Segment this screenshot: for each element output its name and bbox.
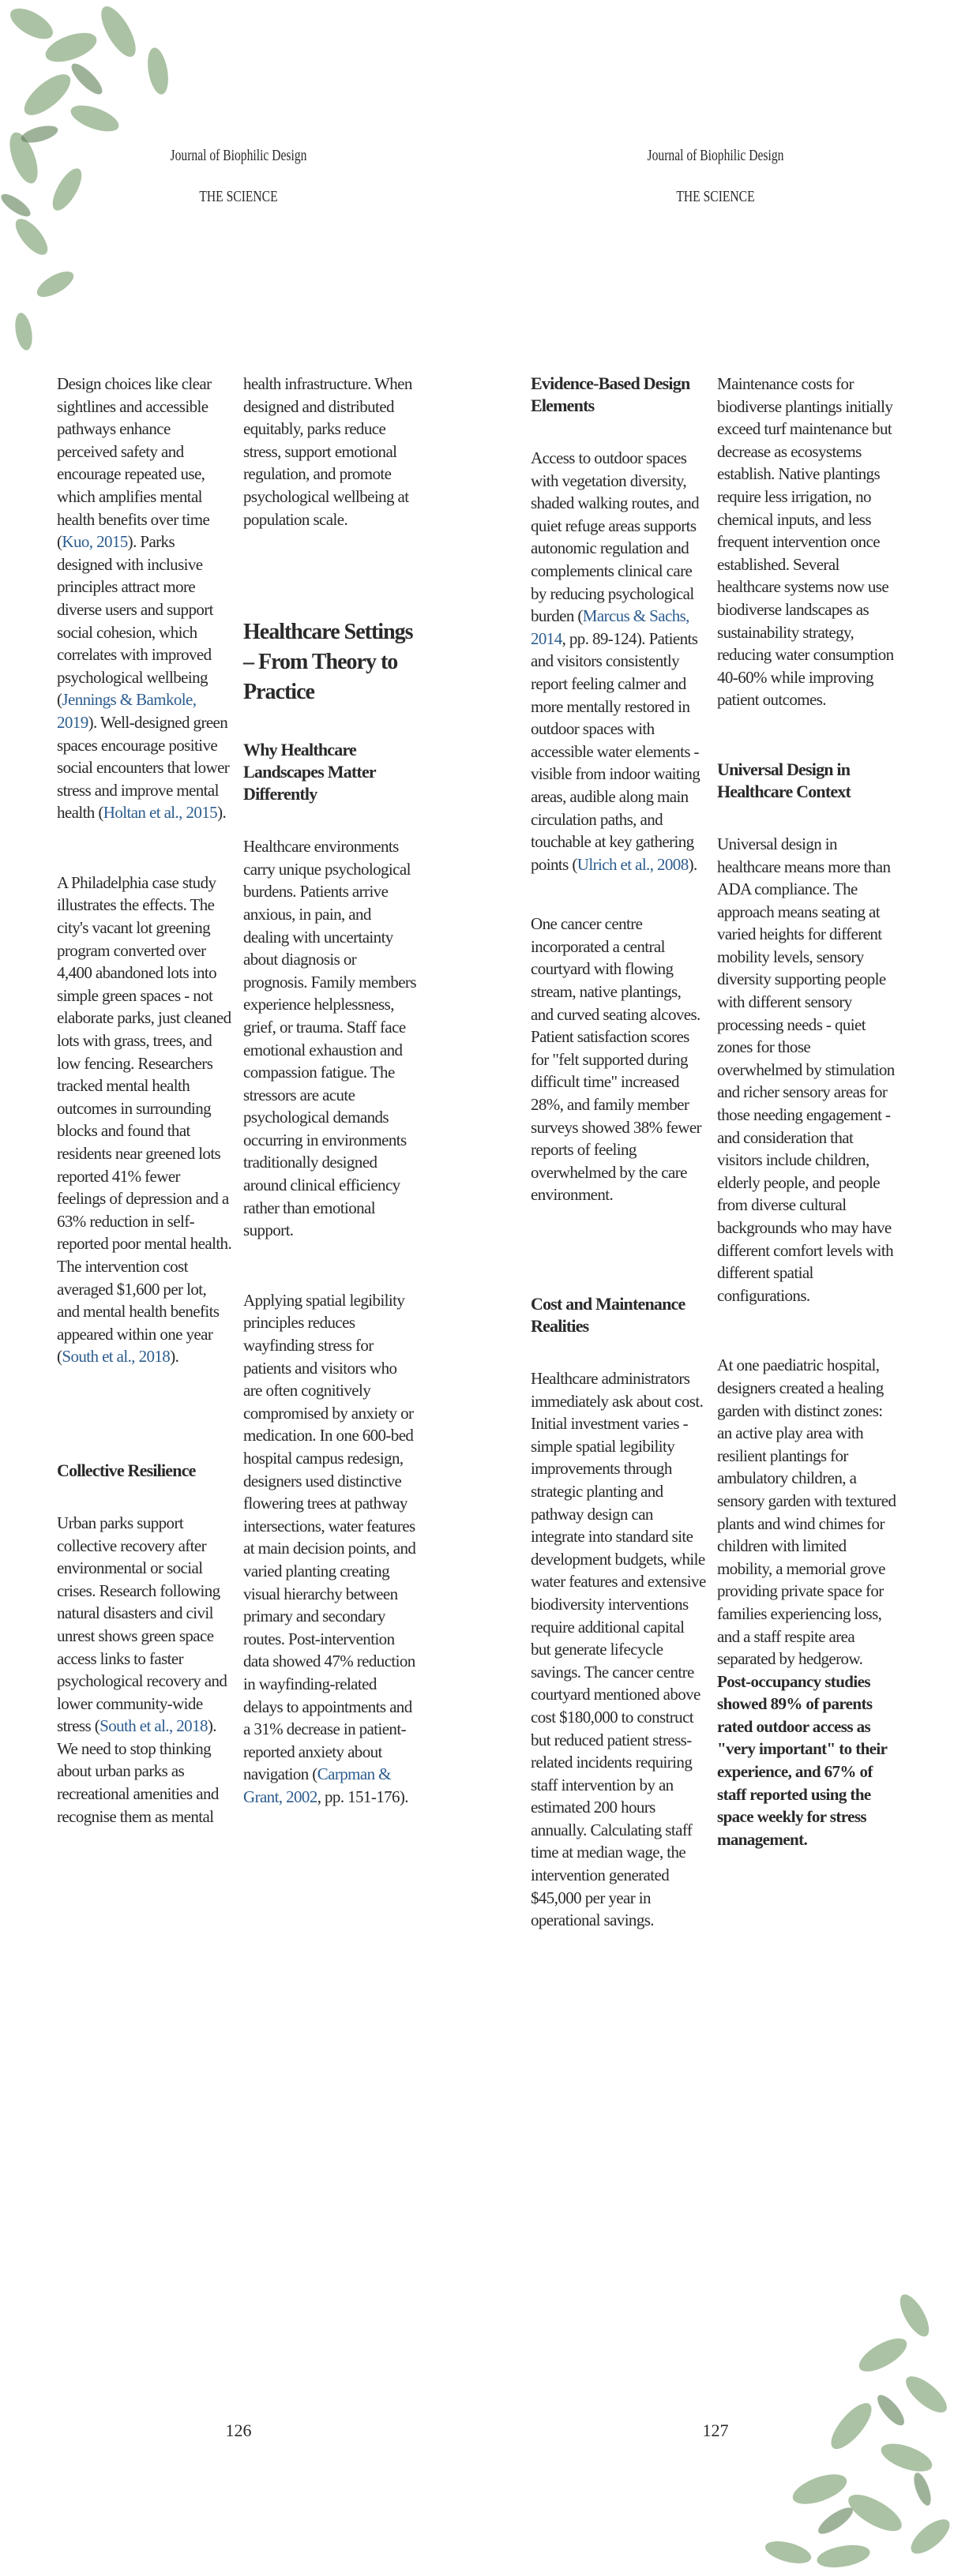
paragraph: Design choices like clear sightlines and accessible pathways enhance perceived safety and encourage repeated use, which amplifies mental health benefits over time (Kuo, 2015). Parks designed with inclusive principles attract more diverse users and support social cohesion, which correlates with improved psychological wellbeing (Jennings & Bamkole, 2019). Well-designed green spaces encourage positive social encounters that lower stress and improve mental health (Holtan et al., 2015). <box>57 374 230 823</box>
page-number: 127 <box>702 2420 729 2440</box>
running-head <box>529 145 901 207</box>
paragraph: Access to outdoor spaces with vegetation diversity, shaded walking routes, and quiet refuge areas supports autonomic regulation and complements clinical care by reducing psychological burden (Marcus & Sachs, 2014, pp. 89-124). Patients and visitors consistently report feeling calmer and more mentally restored in outdoor spaces with accessible water elements - visible from indoor waiting areas, audible along main circulation paths, and touchable at key gathering points (Ulrich et al., 2008). <box>531 448 700 874</box>
section-heading: Cost and Maintenance Realities <box>531 1294 685 1336</box>
column-1 <box>57 373 232 1865</box>
column-2 <box>243 373 419 1846</box>
citation-link[interactable]: South et al., 2018 <box>100 1716 208 1736</box>
citation-link[interactable]: Jennings & Bamkole, 2019 <box>57 690 197 732</box>
citation-link[interactable]: Kuo, 2015 <box>62 532 128 552</box>
citation-link[interactable]: Carpman & Grant, 2002 <box>243 1764 391 1806</box>
paragraph: Applying spatial legibility principles reduces wayfinding stress for patients and visitors who are often cognitively compromised by anxiety or medication. In one 600-bed hospital campus redesign, designers used distinctive flowering trees at pathway intersections, water features at main decision points, and varied planting creating visual hierarchy between primary and secondary routes. Post-intervention data showed 47% reduction in wayfinding-related delays to appointments and a 31% decrease in patient-reported anxiety about navigation (Carpman & Grant, 2002, pp. 151-176). <box>243 1290 416 1806</box>
paragraph: Universal design in healthcare means more than ADA compliance. The approach means seating at varied heights for different mobility levels, sensory diversity supporting people with different sensory processing needs - quiet zones for those overwhelmed by stimulation and richer sensory areas for those needing engagement - and consideration that visitors include children, elderly people, and people from diverse cultural backgrounds who may have different comfort levels with different spatial configurations. <box>717 834 895 1305</box>
paragraph: At one paediatric hospital, designers created a healing garden with distinct zones: an active play area with resilient plantings for ambulatory children, a sensory garden with textured plants and wind chimes for children with limited mobility, a memorial grove providing private space for families experiencing loss, and a staff respite area separated by hedgerow. Post-occupancy studies showed 89% of parents rated outdoor access as "very important" to their experience, and 67% of staff reported using the space weekly for stress management. <box>717 1355 896 1849</box>
column-2 <box>717 373 897 1888</box>
column-1 <box>531 373 706 1969</box>
right-page <box>477 0 954 2576</box>
paragraph: Healthcare environments carry unique psychological burdens. Patients arrive anxious, in pain, and dealing with uncertainty about diagnosis or prognosis. Family members experience helplessness, grief, or trauma. Staff face emotional exhaustion and compassion fatigue. The stressors are acute psychological demands occurring in environments traditionally designed around clinical efficiency rather than emotional support. <box>243 837 416 1240</box>
paragraph: A Philadelphia case study illustrates the effects. The city's vacant lot greening program converted over 4,400 abandoned lots into simple green spaces - not elaborate parks, just cleaned lots with grass, trees, and low fencing. Researchers tracked mental health outcomes in surrounding blocks and found that residents near greened lots reported 41% fewer feelings of depression and a 63% reduction in self-reported poor mental health. The intervention cost averaged $1,600 per lot, and mental health benefits appeared within one year (South et al., 2018). <box>57 872 232 1367</box>
citation-link[interactable]: Holtan et al., 2015 <box>103 803 218 823</box>
paragraph: Urban parks support collective recovery after environmental or social crises. Research following natural disasters and civil unrest shows green space access links to faster psychological recovery and lower community-wide stress (South et al., 2018). We need to stop thinking about urban parks as recreational amenities and recognise them as mental <box>57 1513 227 1826</box>
section-heading: Healthcare Settings – From Theory to Practice <box>243 620 413 705</box>
paragraph: health infrastructure. When designed and distributed equitably, parks reduce stress, support emotional regulation, and promote psychological wellbeing at population scale. <box>243 374 412 529</box>
citation-link[interactable]: Ulrich et al., 2008 <box>577 854 689 874</box>
paragraph: One cancer centre incorporated a central courtyard with flowing stream, native plantings, and curved seating alcoves. Patient satisfaction scores for "felt supported during difficult time" increased 28%, and family member surveys showed 38% fewer reports of feeling overwhelmed by the care environment. <box>531 914 701 1205</box>
running-head <box>52 145 424 207</box>
section-heading: Evidence-Based Design Elements <box>531 373 690 415</box>
citation-link[interactable]: South et al., 2018 <box>62 1347 171 1367</box>
highlight-finding: Post-occupancy studies showed 89% of parents rated outdoor access as "very important" to their experience, and 67% of staff reported using the space weekly for stress management. <box>717 1671 887 1849</box>
citation-link[interactable]: Marcus & Sachs, 2014 <box>531 606 689 648</box>
journal-title: Journal of Biophilic Design <box>647 147 784 164</box>
subsection-heading: Why Healthcare Landscapes Matter Differently <box>243 740 376 804</box>
section-heading: Collective Resilience <box>57 1460 196 1480</box>
paragraph: Maintenance costs for biodiverse plantings initially exceed turf maintenance but decrease as ecosystems establish. Native plantings require less irrigation, no chemical inputs, and less frequent intervention once established. Several healthcare systems now use biodiverse landscapes as sustainability strategy, reducing water consumption 40-60% while improving patient outcomes. <box>717 374 894 710</box>
paragraph: Healthcare administrators immediately ask about cost. Initial investment varies - simple spatial legibility improvements through strategic planting and pathway design can integrate into standard site development budgets, while water features and extensive biodiversity interventions require additional capital but generate lifecycle savings. The cancer centre courtyard mentioned above cost $180,000 to construct but reduced patient stress-related incidents requiring staff intervention by an estimated 200 hours annually. Calculating staff time at median wage, the intervention generated $45,000 per year in operational savings. <box>531 1369 706 1930</box>
journal-title: Journal of Biophilic Design <box>170 147 307 164</box>
section-title: THE SCIENCE <box>676 188 755 205</box>
section-title: THE SCIENCE <box>199 188 278 205</box>
page-number: 126 <box>225 2420 252 2440</box>
section-heading: Universal Design in Healthcare Context <box>717 759 851 801</box>
